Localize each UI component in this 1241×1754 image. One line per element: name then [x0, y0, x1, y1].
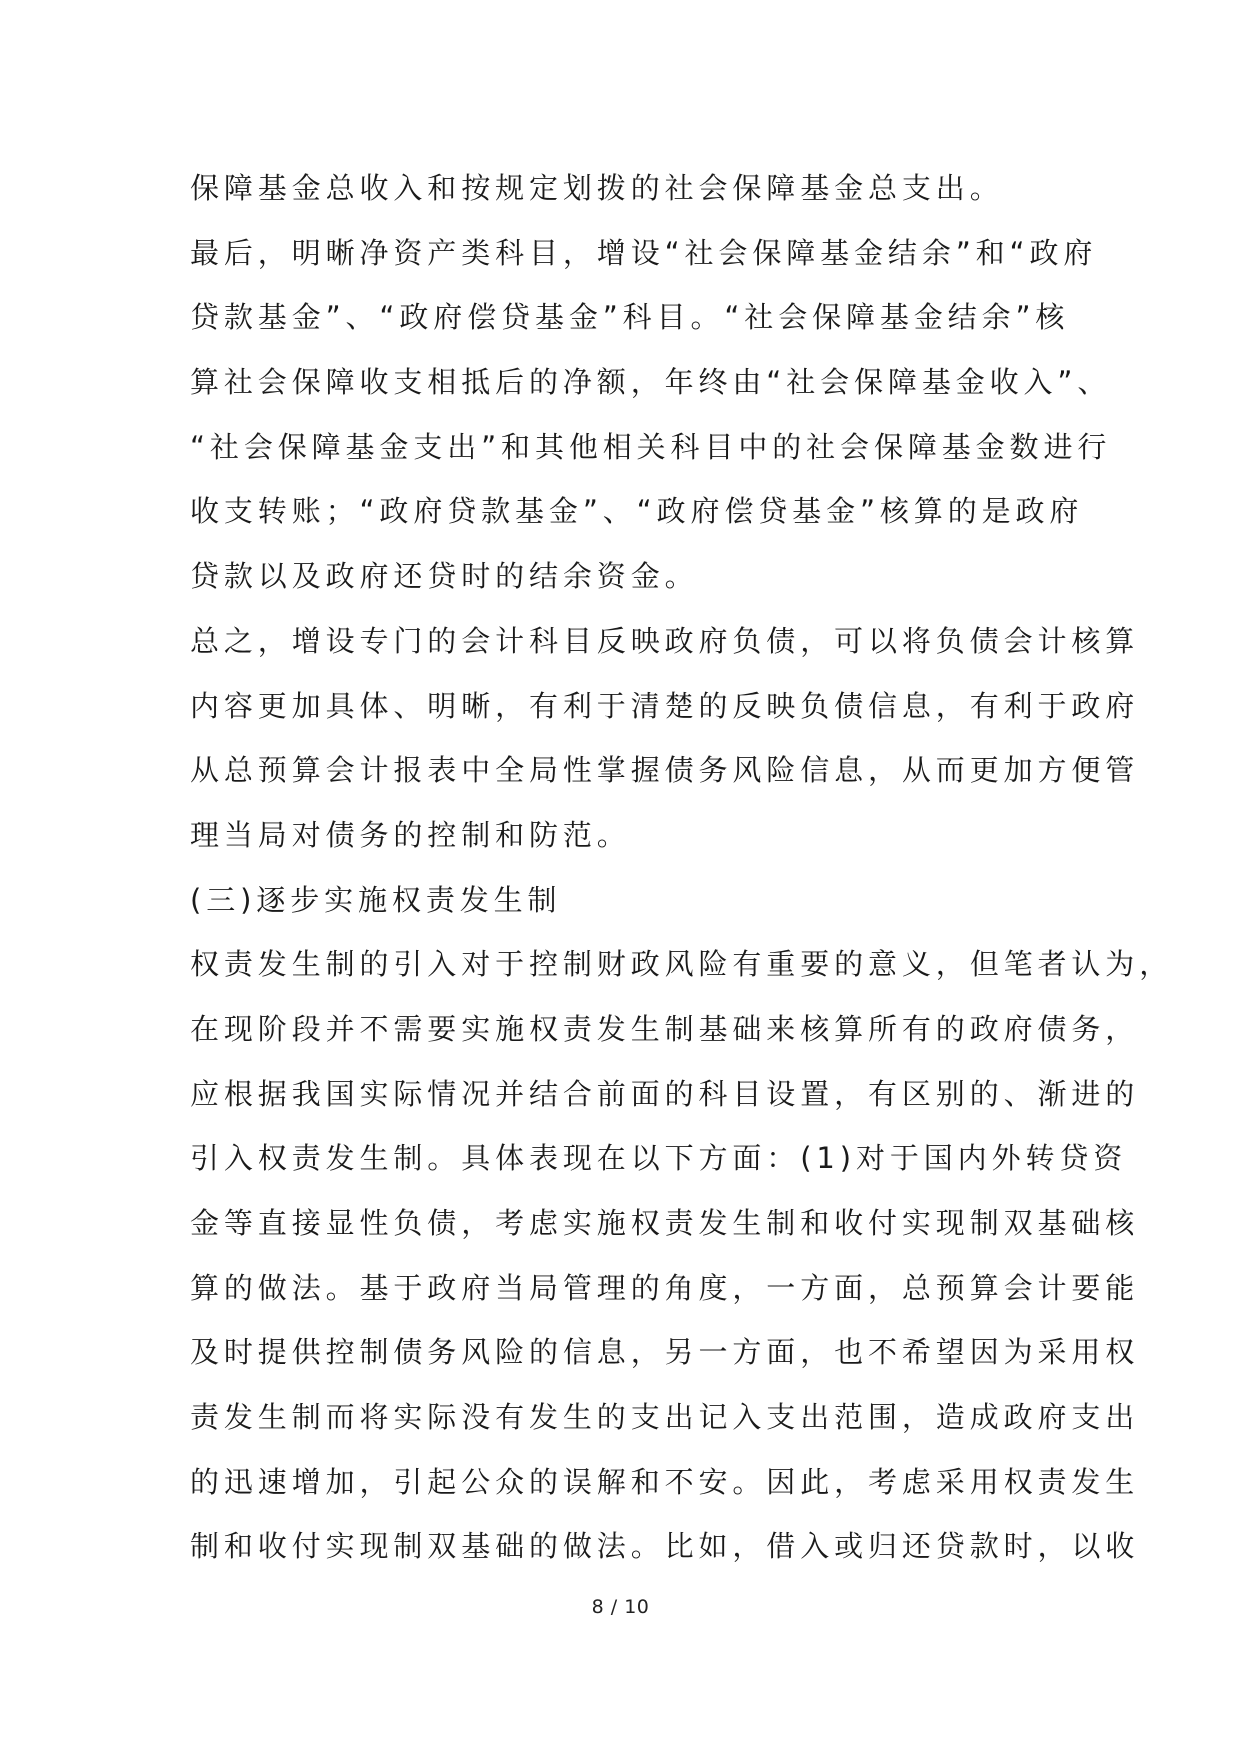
text-line: 算的做法。基于政府当局管理的角度，一方面，总预算会计要能 [190, 1270, 1140, 1305]
body-text [190, 156, 1174, 1579]
text-line: 在现阶段并不需要实施权责发生制基础来核算所有的政府债务， [190, 1011, 1140, 1046]
text-line: 贷款以及政府还贷时的结余资金。 [190, 559, 699, 594]
text-line: 贷款基金”、“政府偿贷基金”科目。“社会保障基金结余”核 [190, 300, 1070, 335]
text-line: 金等直接显性负债，考虑实施权责发生制和收付实现制双基础核 [190, 1206, 1140, 1240]
text-line: 总之，增设专门的会计科目反映政府负债，可以将负债会计核算 [190, 623, 1140, 658]
text-line: 制和收付实现制双基础的做法。比如，借入或归还贷款时，以收 [190, 1529, 1140, 1564]
text-line: 保障基金总收入和按规定划拨的社会保障基金总支出。 [190, 171, 1004, 205]
text-line: “社会保障基金支出”和其他相关科目中的社会保障基金数进行 [190, 429, 1112, 464]
page-number: 8 / 10 [591, 1596, 650, 1618]
text-line: 权责发生制的引入对于控制财政风险有重要的意义，但笔者认为， [190, 947, 1174, 982]
section-heading: (三)逐步实施权责发生制 [190, 882, 562, 917]
text-line: 从总预算会计报表中全局性掌握债务风险信息，从而更加方便管 [190, 753, 1140, 788]
text-line: 责发生制而将实际没有发生的支出记入支出范围，造成政府支出 [190, 1400, 1140, 1435]
text-line: 理当局对债务的控制和防范。 [190, 817, 631, 852]
text-line: 内容更加具体、明晰，有利于清楚的反映负债信息，有利于政府 [190, 688, 1140, 723]
text-line: 引入权责发生制。具体表现在以下方面：(1)对于国内外转贷资 [190, 1141, 1128, 1176]
text-line: 应根据我国实际情况并结合前面的科目设置，有区别的、渐进的 [190, 1076, 1140, 1111]
text-line: 及时提供控制债务风险的信息，另一方面，也不希望因为采用权 [190, 1335, 1140, 1370]
text-line: 最后，明晰净资产类科目，增设“社会保障基金结余”和“政府 [190, 235, 1098, 270]
text-line: 算社会保障收支相抵后的净额，年终由“社会保障基金收入”、 [190, 365, 1112, 400]
text-line: 的迅速增加，引起公众的误解和不安。因此，考虑采用权责发生 [190, 1464, 1140, 1499]
text-line: 收支转账；“政府贷款基金”、“政府偿贷基金”核算的是政府 [190, 494, 1084, 529]
